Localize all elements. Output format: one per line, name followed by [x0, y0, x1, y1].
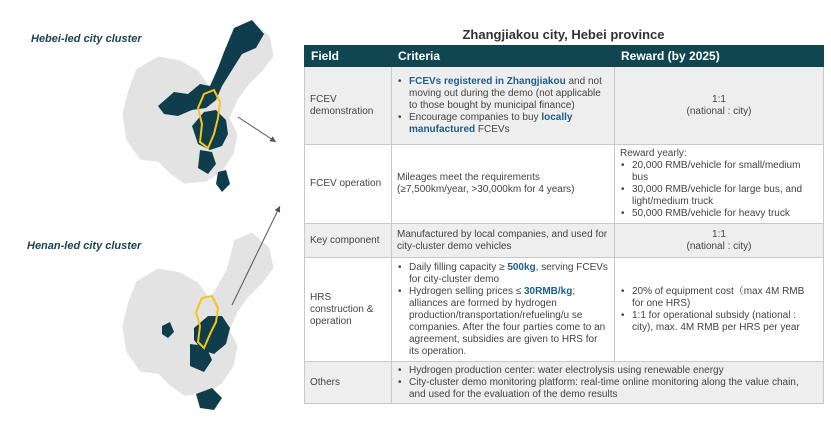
field-cell: HRS construction & operation [305, 258, 392, 362]
hebei-cluster-label: Hebei-led city cluster [31, 33, 142, 45]
reward-ratio-note: (national : city) [686, 105, 752, 117]
row-hrs [305, 258, 824, 362]
table-title: Zhangjiakou city, Hebei province [462, 27, 665, 42]
criteria-cell: Manufactured by local companies, and used for city-cluster demo vehicles [392, 224, 615, 258]
reward-item: • 1:1 for operational subsidy (national : city), max. 4M RMB per HRS per year [632, 310, 818, 334]
policy-table [304, 45, 824, 404]
criteria-text: , serving FCEVs for city-cluster demo [409, 261, 608, 285]
reward-ratio-note: (national : city) [686, 240, 752, 252]
criteria-list [397, 76, 609, 136]
criteria-item: • City-cluster demo monitoring platform: real-time online monitoring along the value chain, and used for the evaluation of the demo results [409, 377, 818, 401]
reward-ratio: 1:1 [712, 228, 726, 240]
henan-arrow [232, 206, 280, 305]
criteria-cell: Mileages meet the requirements (≥7,500km/year, >30,000km for 4 years) [392, 145, 615, 224]
table-header-row [305, 46, 824, 67]
criteria-text: and not moving out during the demo (not applicable to those bought by municipal finance) [409, 75, 602, 111]
criteria-text: Hydrogen selling prices ≤ [409, 285, 524, 297]
header-reward: Reward (by 2025) [615, 46, 824, 67]
row-fcev-operation [305, 145, 824, 224]
field-cell: Others [305, 362, 392, 404]
reward-item: • 30,000 RMB/vehicle for large bus, and light/medium truck [632, 184, 818, 208]
reward-item: • 20,000 RMB/vehicle for small/medium bus [632, 160, 818, 184]
reward-item: • 50,000 RMB/vehicle for heavy truck [632, 208, 818, 220]
criteria-item [409, 112, 609, 136]
row-others [305, 362, 824, 404]
criteria-cell [392, 362, 824, 404]
highlight-text: locally manufactured [409, 111, 573, 135]
criteria-cell [392, 67, 615, 145]
criteria-list [397, 262, 609, 358]
reward-cell [615, 67, 824, 145]
reward-cell [615, 258, 824, 362]
criteria-list [397, 365, 818, 401]
reward-ratio: 1:1 [712, 93, 726, 105]
row-fcev-demonstration [305, 67, 824, 145]
reward-cell [615, 224, 824, 258]
criteria-cell [392, 258, 615, 362]
reward-list [620, 286, 818, 334]
criteria-text: ; alliances are formed by hydrogen production/transportation/refueling/u se companies. After the four parties come to an agreement, subsidies are given to HRS for its operation. [409, 285, 606, 357]
highlight-text: 30RMB/kg [524, 285, 573, 297]
criteria-text: FCEVs [475, 123, 510, 135]
criteria-item: • Hydrogen production center: water electrolysis using renewable energy [409, 365, 818, 377]
highlight-text: FCEVs registered in Zhangjiakou [409, 75, 566, 87]
highlight-text: 500kg [507, 261, 536, 273]
criteria-item [409, 76, 609, 112]
reward-heading: Reward yearly: [620, 148, 687, 159]
row-key-component [305, 224, 824, 258]
criteria-text: Daily filling capacity ≥ [409, 261, 508, 273]
field-cell: FCEV operation [305, 145, 392, 224]
criteria-item [409, 262, 609, 286]
reward-cell [615, 145, 824, 224]
criteria-item [409, 286, 609, 358]
field-cell: FCEV demonstration [305, 67, 392, 145]
field-cell: Key component [305, 224, 392, 258]
criteria-text: Encourage companies to buy [409, 111, 542, 123]
header-criteria: Criteria [392, 46, 615, 67]
header-field: Field [305, 46, 392, 67]
reward-list [620, 160, 818, 220]
henan-cluster-label: Henan-led city cluster [27, 240, 142, 252]
hebei-arrow [238, 117, 276, 142]
reward-item: • 20% of equipment cost（max 4M RMB for one HRS) [632, 286, 818, 310]
